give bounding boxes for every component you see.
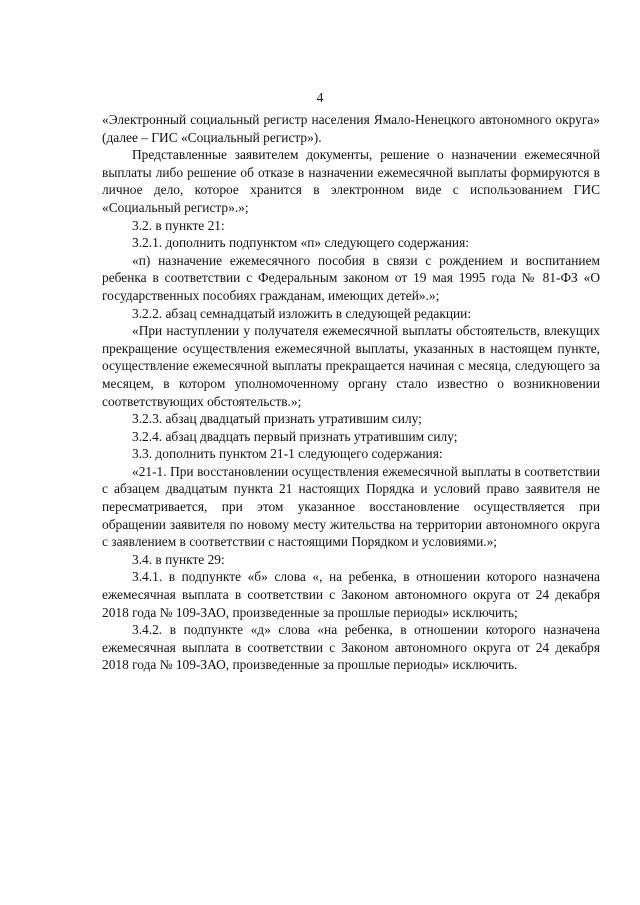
paragraph: 3.4.2. в подпункте «д» слова «на ребенка, в отношении которого назначена ежемесячная выплата в соответствии с Законом автономного округа от 24 декабря 2018 года № 109-ЗАО, произведенные за прошлые периоды» исключить. — [102, 622, 600, 673]
paragraph-item: 3.2.1. дополнить подпунктом «п» следующего содержания: — [132, 235, 469, 251]
paragraph-item: 3.2.3. абзац двадцатый признать утратившим силу; — [132, 411, 422, 427]
paragraph: 3.4.1. в подпункте «б» слова «, на ребенка, в отношении которого назначена ежемесячная выплата в соответствии с Законом автономного округа от 24 декабря 2018 года № 109-ЗАО, произведенные за прошлые периоды» исключить; — [102, 569, 600, 620]
paragraph: Представленные заявителем документы, решение о назначении ежемесячной выплаты либо решение об отказе в назначении ежемесячной выплаты формируются в личное дело, которое хранится в электронном виде с использованием ГИС «Социальный регистр».»; — [102, 147, 600, 215]
paragraph-item: 3.2. в пункте 21: — [132, 217, 225, 233]
paragraph: «п) назначение ежемесячного пособия в связи с рождением и воспитанием ребенка в соответствии с Федеральным законом от 19 мая 1995 года № 81-ФЗ «О государственных пособиях гражданам, имеющих детей».»; — [102, 252, 600, 303]
paragraph-item: 3.4. в пункте 29: — [132, 551, 225, 567]
paragraph: «21-1. При восстановлении осуществления ежемесячной выплаты в соответствии с абзацем двадцатым пункта 21 настоящих Порядка и условий право заявителя не пересматривается, при этом указанное восстановление осуществляется при обращении заявителя по новому месту жительства на территории автономного округа с заявлением в соответствии с настоящими Порядком и условиями.»; — [102, 463, 600, 550]
paragraph-item: 3.2.2. абзац семнадцатый изложить в следующей редакции: — [132, 305, 472, 321]
document-body — [102, 111, 600, 674]
page-number: 4 — [316, 90, 324, 105]
paragraph-item: 3.2.4. абзац двадцать первый признать утратившим силу; — [132, 428, 458, 444]
paragraph: «При наступлении у получателя ежемесячной выплаты обстоятельств, влекущих прекращение осуществления ежемесячной выплаты, указанных в настоящем пункте, осуществление ежемесячной выплаты прекращается начиная с месяца, следующего за месяцем, в котором уполномоченному органу стало известно о возникновении соответствующих обстоятельств.»; — [102, 323, 600, 409]
paragraph-continuation: «Электронный социальный регистр населения Ямало-Ненецкого автономного округа» (далее – ГИС «Социальный регистр»). — [102, 112, 600, 145]
paragraph-item: 3.3. дополнить пунктом 21-1 следующего содержания: — [132, 446, 443, 462]
